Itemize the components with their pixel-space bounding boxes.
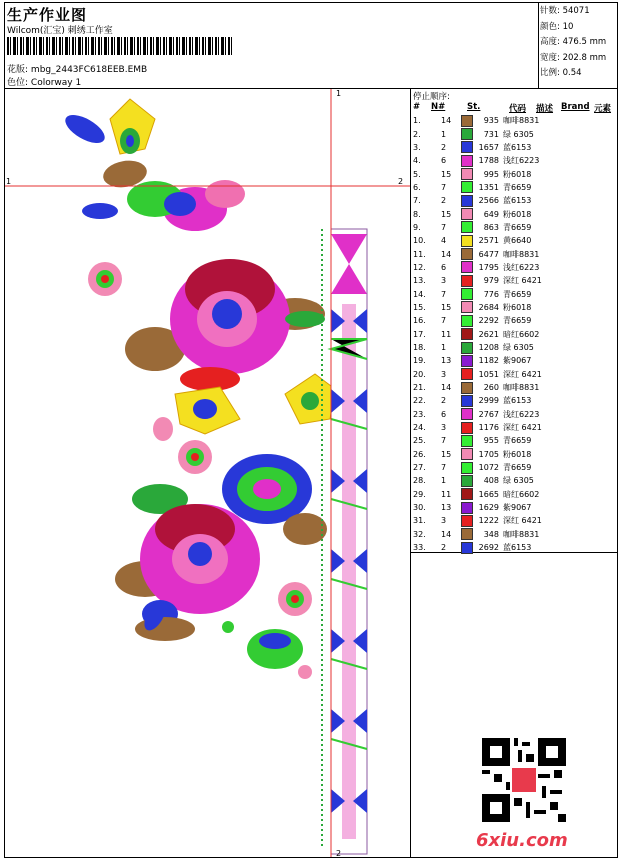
row-index: 11. <box>413 249 426 259</box>
row-color-swatch <box>461 514 475 527</box>
color-swatch <box>461 128 473 140</box>
row-needle: 15 <box>441 169 452 179</box>
row-code: 青6659 <box>503 316 532 326</box>
color-swatch <box>461 422 473 434</box>
guide-marker-v2: 2 <box>336 849 342 858</box>
row-index: 5. <box>413 169 421 179</box>
row-code: 粉6018 <box>503 302 532 312</box>
row-index: 18. <box>413 343 426 353</box>
main-flower <box>125 259 325 391</box>
design-file-line <box>7 62 147 75</box>
row-color-swatch <box>461 167 475 180</box>
table-row <box>411 421 553 434</box>
row-index: 33. <box>413 543 426 553</box>
row-index: 32. <box>413 529 426 539</box>
row-needle: 7 <box>441 316 447 326</box>
row-code: 青6659 <box>503 463 532 473</box>
row-needle: 11 <box>441 489 452 499</box>
row-stitches: 935 <box>483 116 499 126</box>
row-stitches: 1705 <box>478 449 499 459</box>
col-code: 代码 <box>509 104 527 114</box>
row-code: 暗红6602 <box>503 489 540 499</box>
row-code: 暗红6602 <box>503 329 540 339</box>
row-stitches: 1182 <box>478 356 499 366</box>
row-index: 19. <box>413 356 426 366</box>
row-stitches: 776 <box>483 289 499 299</box>
row-stitches: 1072 <box>478 463 499 473</box>
row-stitches: 1657 <box>478 142 499 152</box>
table-row <box>411 207 553 220</box>
row-needle: 14 <box>441 116 452 126</box>
row-color-swatch <box>461 274 475 287</box>
col-brand: Brand <box>561 102 590 112</box>
row-code: 绿 6305 <box>503 129 534 139</box>
row-color-swatch <box>461 541 475 554</box>
color-swatch <box>461 342 473 354</box>
row-code: 绿 6305 <box>503 476 534 486</box>
row-code: 青6659 <box>503 182 532 192</box>
color-swatch <box>461 462 473 474</box>
color-swatch <box>461 488 473 500</box>
row-color-swatch <box>461 341 475 354</box>
row-needle: 15 <box>441 302 452 312</box>
table-row <box>411 381 553 394</box>
row-code: 紫9067 <box>503 356 532 366</box>
table-row <box>411 221 553 234</box>
col-element: 元素 <box>594 104 612 114</box>
row-index: 15. <box>413 302 426 312</box>
table-row <box>411 354 553 367</box>
row-needle: 2 <box>441 396 447 406</box>
design-stats <box>540 4 606 82</box>
row-stitches: 2571 <box>478 236 499 246</box>
row-index: 24. <box>413 423 426 433</box>
color-swatch <box>461 328 473 340</box>
small-flower-left <box>88 262 122 296</box>
design-file: mbg_2443FC618EEB.EMB <box>30 65 148 75</box>
row-index: 14. <box>413 289 426 299</box>
row-color-swatch <box>461 114 475 127</box>
row-index: 31. <box>413 516 426 526</box>
row-color-swatch <box>461 461 475 474</box>
color-swatch <box>461 221 473 233</box>
table-row <box>411 514 553 527</box>
color-swatch <box>461 435 473 447</box>
table-row <box>411 541 553 554</box>
row-code: 蓝6153 <box>503 543 532 553</box>
row-needle: 15 <box>441 209 452 219</box>
row-color-swatch <box>461 448 475 461</box>
row-stitches: 979 <box>483 276 499 286</box>
color-swatch <box>461 502 473 514</box>
row-index: 28. <box>413 476 426 486</box>
row-code: 蓝6153 <box>503 142 532 152</box>
row-code: 黄6640 <box>503 236 532 246</box>
row-needle: 7 <box>441 222 447 232</box>
row-code: 青6659 <box>503 289 532 299</box>
row-code: 咖啡8831 <box>503 529 540 539</box>
row-needle: 11 <box>441 329 452 339</box>
row-color-swatch <box>461 488 475 501</box>
table-row <box>411 234 553 247</box>
color-swatch <box>461 288 473 300</box>
guide-marker-h1: 1 <box>6 177 12 186</box>
row-index: 21. <box>413 383 426 393</box>
row-stitches: 408 <box>483 476 499 486</box>
table-row <box>411 287 553 300</box>
colorway-value: Colorway 1 <box>30 78 82 88</box>
row-needle: 1 <box>441 129 447 139</box>
row-color-swatch <box>461 207 475 220</box>
row-index: 1. <box>413 116 421 126</box>
row-stitches: 348 <box>483 529 499 539</box>
row-needle: 1 <box>441 476 447 486</box>
row-code: 粉6018 <box>503 169 532 179</box>
table-row <box>411 474 553 487</box>
table-row <box>411 408 553 421</box>
table-row <box>411 528 553 541</box>
row-needle: 3 <box>441 369 447 379</box>
row-needle: 15 <box>441 449 452 459</box>
table-row <box>411 434 553 447</box>
table-row <box>411 301 553 314</box>
small-flower-bottom <box>278 582 312 616</box>
row-stitches: 995 <box>483 169 499 179</box>
row-color-swatch <box>461 528 475 541</box>
stop-sequence-table <box>411 114 553 554</box>
row-code: 咖啡8831 <box>503 383 540 393</box>
row-stitches: 1176 <box>478 423 499 433</box>
embroidery-preview <box>5 89 410 857</box>
table-row <box>411 154 553 167</box>
qr-code <box>482 738 566 822</box>
color-swatch <box>461 408 473 420</box>
row-index: 23. <box>413 409 426 419</box>
table-row <box>411 114 553 127</box>
table-row <box>411 261 553 274</box>
row-stitches: 1051 <box>478 369 499 379</box>
row-needle: 1 <box>441 343 447 353</box>
row-color-swatch <box>461 474 475 487</box>
row-index: 20. <box>413 369 426 379</box>
color-swatch <box>461 515 473 527</box>
table-row <box>411 167 553 180</box>
row-index: 16. <box>413 316 426 326</box>
row-stitches: 731 <box>483 129 499 139</box>
row-needle: 2 <box>441 196 447 206</box>
row-color-swatch <box>461 301 475 314</box>
color-swatch <box>461 355 473 367</box>
row-index: 22. <box>413 396 426 406</box>
table-row <box>411 247 553 260</box>
table-row <box>411 274 553 287</box>
color-swatch <box>461 368 473 380</box>
company-name: Wilcom(汇宝) 刺绣工作室 <box>7 26 113 36</box>
row-stitches: 2684 <box>478 302 499 312</box>
color-swatch <box>461 382 473 394</box>
row-needle: 6 <box>441 262 447 272</box>
row-needle: 2 <box>441 543 447 553</box>
col-needle: N# <box>431 102 446 112</box>
row-stitches: 1351 <box>478 182 499 192</box>
row-code: 蓝6153 <box>503 196 532 206</box>
row-code: 深红 6421 <box>503 369 542 379</box>
row-needle: 13 <box>441 356 452 366</box>
row-code: 浅红6223 <box>503 409 540 419</box>
col-description: 描述 <box>536 104 554 114</box>
row-index: 26. <box>413 449 426 459</box>
table-row <box>411 488 553 501</box>
row-color-swatch <box>461 234 475 247</box>
row-code: 深红 6421 <box>503 516 542 526</box>
row-color-swatch <box>461 434 475 447</box>
row-needle: 7 <box>441 463 447 473</box>
row-color-swatch <box>461 287 475 300</box>
row-stitches: 1208 <box>478 343 499 353</box>
row-code: 深红 6421 <box>503 423 542 433</box>
stat-colors: 颜色: 10 <box>540 21 574 32</box>
stat-width: 宽度: 202.8 mm <box>540 52 607 63</box>
color-swatch <box>461 155 473 167</box>
table-row <box>411 501 553 514</box>
color-swatch <box>461 181 473 193</box>
row-index: 6. <box>413 182 421 192</box>
table-row <box>411 141 553 154</box>
table-row <box>411 314 553 327</box>
row-needle: 6 <box>441 156 447 166</box>
row-needle: 3 <box>441 516 447 526</box>
row-code: 咖啡8831 <box>503 249 540 259</box>
table-row <box>411 181 553 194</box>
row-code: 蓝6153 <box>503 396 532 406</box>
color-swatch <box>461 528 473 540</box>
row-needle: 6 <box>441 409 447 419</box>
row-stitches: 1665 <box>478 489 499 499</box>
row-stitches: 1629 <box>478 503 499 513</box>
row-code: 深红 6421 <box>503 276 542 286</box>
row-color-swatch <box>461 127 475 140</box>
row-color-swatch <box>461 421 475 434</box>
col-index: # <box>413 102 421 112</box>
row-index: 3. <box>413 142 421 152</box>
row-index: 7. <box>413 196 421 206</box>
barcode <box>7 37 232 55</box>
row-stitches: 2692 <box>478 543 499 553</box>
page-title: 生产作业图 <box>7 6 88 24</box>
design-label: 花版: <box>7 65 29 75</box>
table-row <box>411 341 553 354</box>
colorway-label: 色位: <box>7 78 29 88</box>
row-color-swatch <box>461 394 475 407</box>
row-needle: 14 <box>441 529 452 539</box>
table-row <box>411 461 553 474</box>
color-swatch <box>461 542 473 554</box>
yellow-flower-right <box>285 374 335 424</box>
color-swatch <box>461 395 473 407</box>
row-needle: 14 <box>441 249 452 259</box>
row-stitches: 260 <box>483 383 499 393</box>
row-stitches: 649 <box>483 209 499 219</box>
guide-marker-v1: 1 <box>336 89 342 98</box>
row-color-swatch <box>461 261 475 274</box>
row-color-swatch <box>461 354 475 367</box>
color-swatch <box>461 475 473 487</box>
table-row <box>411 127 553 140</box>
stat-stitches: 针数: 54071 <box>540 6 590 16</box>
row-code: 浅红6223 <box>503 262 540 272</box>
row-code: 紫9067 <box>503 503 532 513</box>
row-index: 13. <box>413 276 426 286</box>
table-row <box>411 328 553 341</box>
row-index: 10. <box>413 236 426 246</box>
color-swatch <box>461 248 473 260</box>
stop-sequence-title: 停止顺序: <box>413 92 450 102</box>
row-index: 29. <box>413 489 426 499</box>
table-row <box>411 194 553 207</box>
row-needle: 2 <box>441 142 447 152</box>
colorway-line <box>7 75 81 88</box>
row-needle: 3 <box>441 276 447 286</box>
row-stitches: 2566 <box>478 196 499 206</box>
color-swatch <box>461 448 473 460</box>
row-needle: 13 <box>441 503 452 513</box>
color-swatch <box>461 275 473 287</box>
row-needle: 3 <box>441 423 447 433</box>
row-code: 绿 6305 <box>503 343 534 353</box>
row-needle: 7 <box>441 182 447 192</box>
color-swatch <box>461 261 473 273</box>
col-stitches: St. <box>467 102 481 112</box>
site-watermark: 6xiu.com <box>476 830 568 851</box>
row-stitches: 2767 <box>478 409 499 419</box>
row-color-swatch <box>461 314 475 327</box>
table-row <box>411 368 553 381</box>
row-color-swatch <box>461 381 475 394</box>
stat-height: 高度: 476.5 mm <box>540 37 607 47</box>
color-swatch <box>461 301 473 313</box>
row-color-swatch <box>461 194 475 207</box>
color-swatch <box>461 168 473 180</box>
yellow-flower-center <box>175 387 240 434</box>
row-color-swatch <box>461 154 475 167</box>
row-stitches: 1795 <box>478 262 499 272</box>
row-stitches: 955 <box>483 436 499 446</box>
color-swatch <box>461 141 473 153</box>
row-index: 4. <box>413 156 421 166</box>
row-index: 9. <box>413 222 421 232</box>
row-color-swatch <box>461 181 475 194</box>
color-swatch <box>461 235 473 247</box>
top-flower <box>127 180 245 231</box>
row-stitches: 6477 <box>478 249 499 259</box>
row-index: 8. <box>413 209 421 219</box>
row-stitches: 2292 <box>478 316 499 326</box>
row-color-swatch <box>461 328 475 341</box>
row-color-swatch <box>461 221 475 234</box>
row-color-swatch <box>461 247 475 260</box>
border-band <box>322 229 367 854</box>
stats-divider <box>538 2 539 88</box>
row-index: 30. <box>413 503 426 513</box>
row-code: 青6659 <box>503 436 532 446</box>
color-swatch <box>461 315 473 327</box>
row-index: 2. <box>413 129 421 139</box>
row-needle: 14 <box>441 383 452 393</box>
row-stitches: 863 <box>483 222 499 232</box>
table-row <box>411 394 553 407</box>
color-swatch <box>461 115 473 127</box>
stat-scale: 比例: 0.54 <box>540 68 582 78</box>
row-index: 25. <box>413 436 426 446</box>
lower-main-flower <box>115 504 260 641</box>
row-color-swatch <box>461 501 475 514</box>
color-swatch <box>461 208 473 220</box>
row-stitches: 1788 <box>478 156 499 166</box>
row-index: 12. <box>413 262 426 272</box>
table-row <box>411 448 553 461</box>
row-needle: 4 <box>441 236 447 246</box>
row-needle: 7 <box>441 289 447 299</box>
row-color-swatch <box>461 141 475 154</box>
row-code: 粉6018 <box>503 449 532 459</box>
row-code: 粉6018 <box>503 209 532 219</box>
color-swatch <box>461 195 473 207</box>
row-stitches: 2999 <box>478 396 499 406</box>
row-stitches: 1222 <box>478 516 499 526</box>
row-color-swatch <box>461 408 475 421</box>
row-stitches: 2621 <box>478 329 499 339</box>
row-code: 青6659 <box>503 222 532 232</box>
row-index: 17. <box>413 329 426 339</box>
row-index: 27. <box>413 463 426 473</box>
row-code: 浅红6223 <box>503 156 540 166</box>
row-color-swatch <box>461 368 475 381</box>
row-code: 咖啡8831 <box>503 116 540 126</box>
row-needle: 7 <box>441 436 447 446</box>
guide-marker-h2: 2 <box>398 177 404 186</box>
